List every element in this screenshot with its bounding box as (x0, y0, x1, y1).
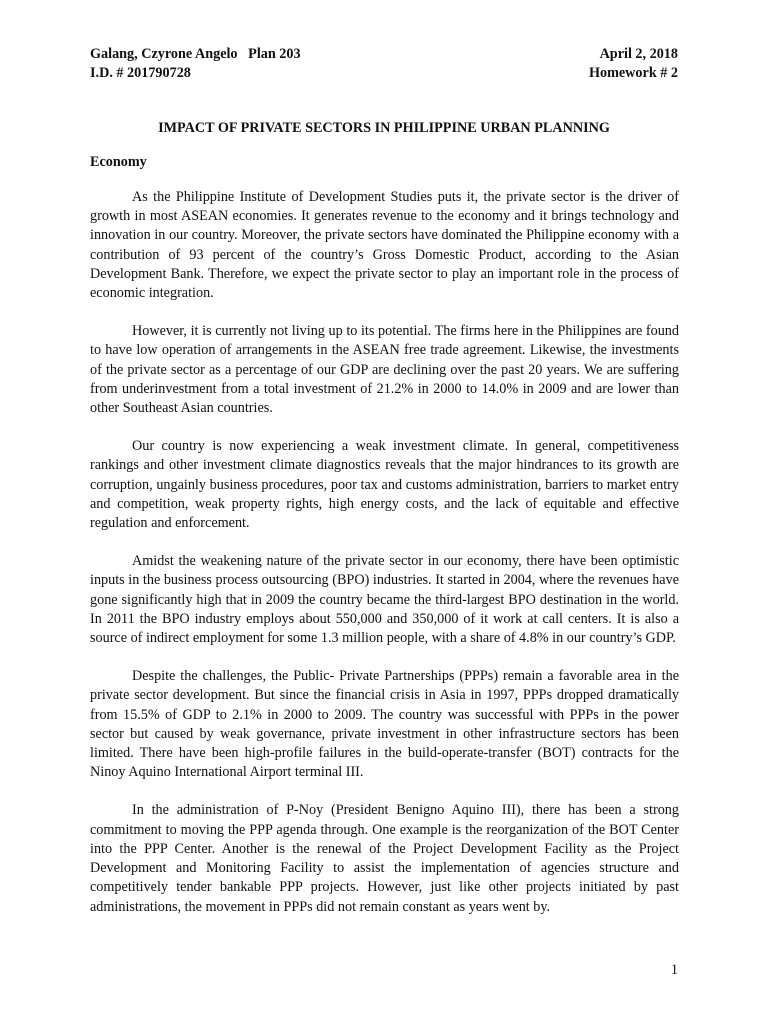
paragraph: However, it is currently not living up to its potential. The firms here in the Philippines are found to have low operation of arrangements in the ASEAN free trade agreement. Likewise, the investments of the private sector as a percentage of our GDP are declining over the past 20 years. We are suffering from underinvestment from a total investment of 21.2% in 2000 to 14.0% in 2009 and are lower than other Southeast Asian countries. (90, 323, 679, 417)
header-row-2 (90, 64, 678, 83)
section-heading: Economy (90, 154, 147, 170)
paragraph: Our country is now experiencing a weak investment climate. In general, competitiveness rankings and other investment climate diagnostics reveals that the major hindrances to its growth are corruption, ungainly business procedures, poor tax and customs administration, barriers to market entry and competition, weak property rights, high energy costs, and the lack of equitable and effective regulation and enforcement. (90, 438, 679, 532)
homework-number: Homework # 2 (588, 65, 678, 81)
body-text (90, 188, 679, 936)
student-id: I.D. # 201790728 (90, 65, 191, 81)
paragraph: As the Philippine Institute of Development Studies puts it, the private sector is the driver of growth in most ASEAN economies. It generates revenue to the economy and it brings technology and innovation in our country. Moreover, the private sectors have dominated the Philippine economy with a contribution of 93 percent of the country’s Gross Domestic Product, according to the Asian Development Bank. Therefore, we expect the private sector to play an important role in the process of economic integration. (90, 189, 679, 302)
document-date: April 2, 2018 (599, 46, 678, 62)
header-row-1 (90, 45, 678, 64)
document-header (90, 45, 678, 83)
page-number: 1 (670, 962, 678, 978)
paragraph: In the administration of P-Noy (President Benigno Aquino III), there has been a strong commitment to moving the PPP agenda through. One example is the reorganization of the BOT Center into the PPP Center. Another is the renewal of the Project Development Facility as the Project Development and Monitoring Facility to assist the implementation of agencies structure and competitively tender bankable PPP projects. However, just like other projects initiated by past administrations, the movement in PPPs did not remain constant as years went by. (90, 802, 679, 915)
author-name-plan: Galang, Czyrone Angelo Plan 203 (90, 46, 301, 62)
paragraph: Amidst the weakening nature of the private sector in our economy, there have been optimistic inputs in the business process outsourcing (BPO) industries. It started in 2004, where the revenues have gone significantly high that in 2009 the country became the third-largest BPO destination in the world. In 2011 the BPO industry employs about 550,000 and 350,000 of it work at call centers. It is also a source of indirect employment for some 1.3 million people, with a share of 4.8% in our country’s GDP. (90, 553, 679, 647)
paragraph: Despite the challenges, the Public- Private Partnerships (PPPs) remain a favorable area in the private sector development. But since the financial crisis in Asia in 1997, PPPs dropped dramatically from 15.5% of GDP to 2.1% in 2000 to 2009. The country was successful with PPPs in the power sector but caused by weak governance, private investment in other infrastructure sectors has been limited. There have been high-profile failures in the build-operate-transfer (BOT) contracts for the Ninoy Aquino International Airport terminal III. (90, 668, 679, 781)
document-title: IMPACT OF PRIVATE SECTORS IN PHILIPPINE URBAN PLANNING (158, 120, 610, 136)
